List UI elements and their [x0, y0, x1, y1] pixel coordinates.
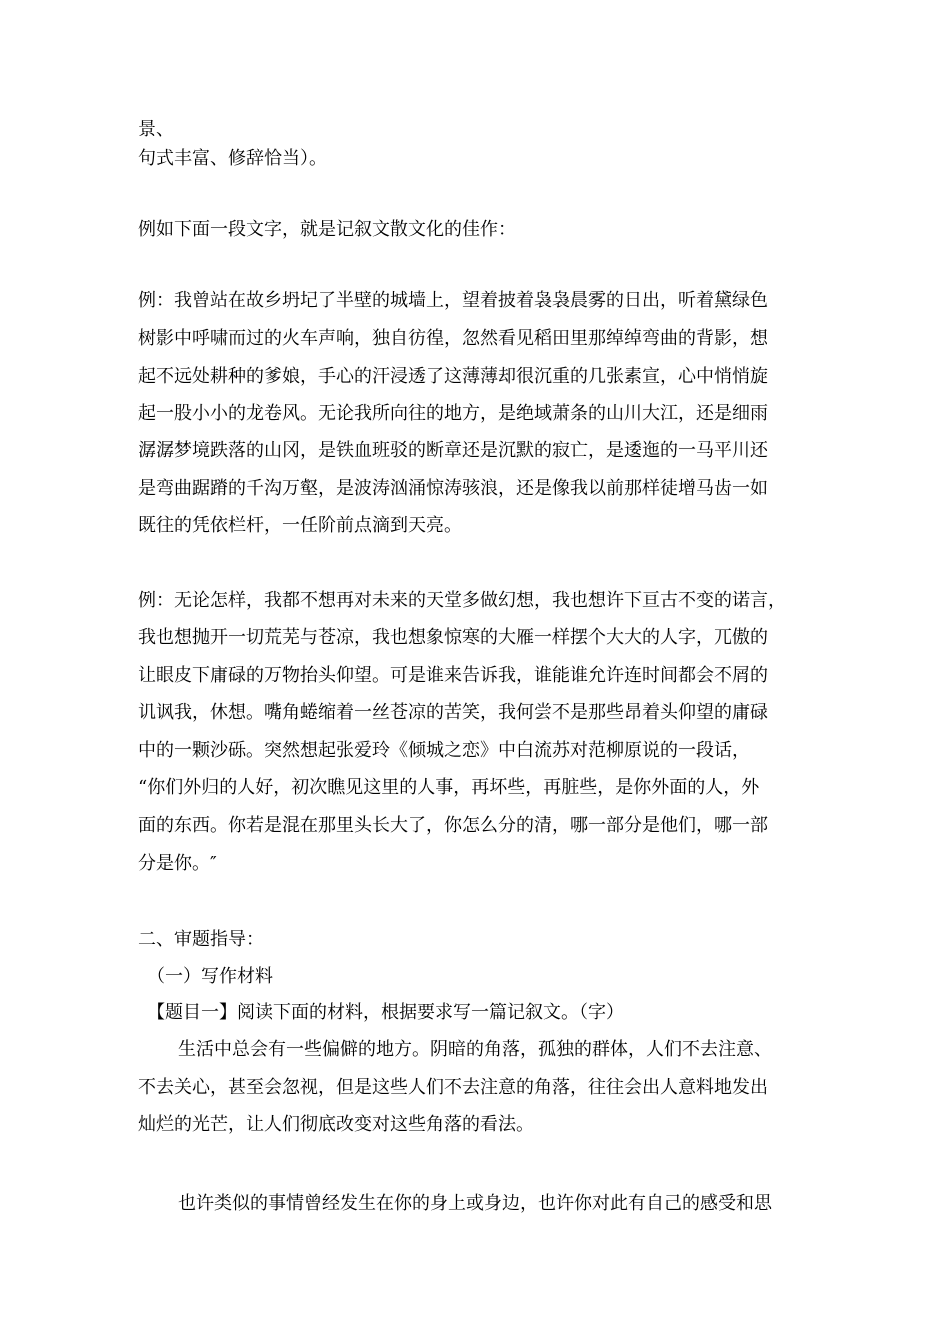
text-line: 句式丰富、修辞恰当）。 [138, 148, 327, 169]
text-line: 例如下面一段文字，就是记叙文散文化的佳作： [138, 219, 516, 240]
text-line: 生活中总会有一些偏僻的地方。阴暗的角落，孤独的群体，人们不去注意、 [178, 1039, 772, 1060]
text-line: 面的东西。你若是混在那里头长大了，你怎么分的清，哪一部分是他们，哪一部 [138, 815, 768, 836]
text-line: 不去关心，甚至会忽视，但是这些人们不去注意的角落，往往会出人意料地发出 [138, 1077, 768, 1098]
text-line: 起不远处耕种的爹娘，手心的汗浸透了这薄薄却很沉重的几张素宣，心中悄悄旋 [138, 366, 768, 387]
text-line: 起一股小小的龙卷风。无论我所向往的地方，是绝域萧条的山川大江，还是细雨 [138, 403, 768, 424]
text-line: 树影中呼啸而过的火车声响，独自彷徨，忽然看见稻田里那绰绰弯曲的背影，想 [138, 328, 768, 349]
text-line: 是弯曲踞蹐的千沟万壑，是波涛汹涌惊涛骇浪，还是像我以前那样徒增马齿一如 [138, 478, 768, 499]
text-line: 灿烂的光芒，让人们彻底改变对这些角落的看法。 [138, 1114, 534, 1135]
text-line: “你们外归的人好，初次瞧见这里的人事，再坏些，再脏些，是你外面的人，外 [138, 777, 760, 798]
text-line: 例：我曾站在故乡坍圮了半壁的城墙上，望着披着袅袅晨雾的日出，听着黛绿色 [138, 290, 768, 311]
text-line: 景、 [138, 119, 174, 140]
subsection-heading: （一）写作材料 [147, 966, 273, 987]
text-line: 中的一颗沙砾。突然想起张爱玲《倾城之恋》中白流苏对范柳原说的一段话， [138, 740, 750, 761]
text-line: 讥讽我，休想。嘴角蜷缩着一丝苍凉的苦笑，我何尝不是那些昂着头仰望的庸碌 [138, 702, 768, 723]
text-line: 潺潺梦境跌落的山冈，是铁血班驳的断章还是沉默的寂亡，是逶迤的一马平川还 [138, 440, 768, 461]
text-line: 让眼皮下庸碌的万物抬头仰望。可是谁来告诉我，谁能谁允许连时间都会不屑的 [138, 665, 768, 686]
question-title: 【题目一】阅读下面的材料，根据要求写一篇记叙文。（字） [147, 1002, 624, 1023]
text-line: 既往的凭依栏杆，一任阶前点滴到天亮。 [138, 515, 462, 536]
text-line: 分是你。″ [138, 853, 217, 874]
text-line: 例：无论怎样，我都不想再对未来的天堂多做幻想，我也想许下亘古不变的诺言， [138, 590, 786, 611]
text-line: 我也想抛开一切荒芜与苍凉，我也想象惊寒的大雁一样摆个大大的人字，兀傲的 [138, 627, 768, 648]
section-heading: 二、审题指导： [138, 929, 264, 950]
text-line: 也许类似的事情曾经发生在你的身上或身边，也许你对此有自己的感受和思 [178, 1193, 772, 1214]
